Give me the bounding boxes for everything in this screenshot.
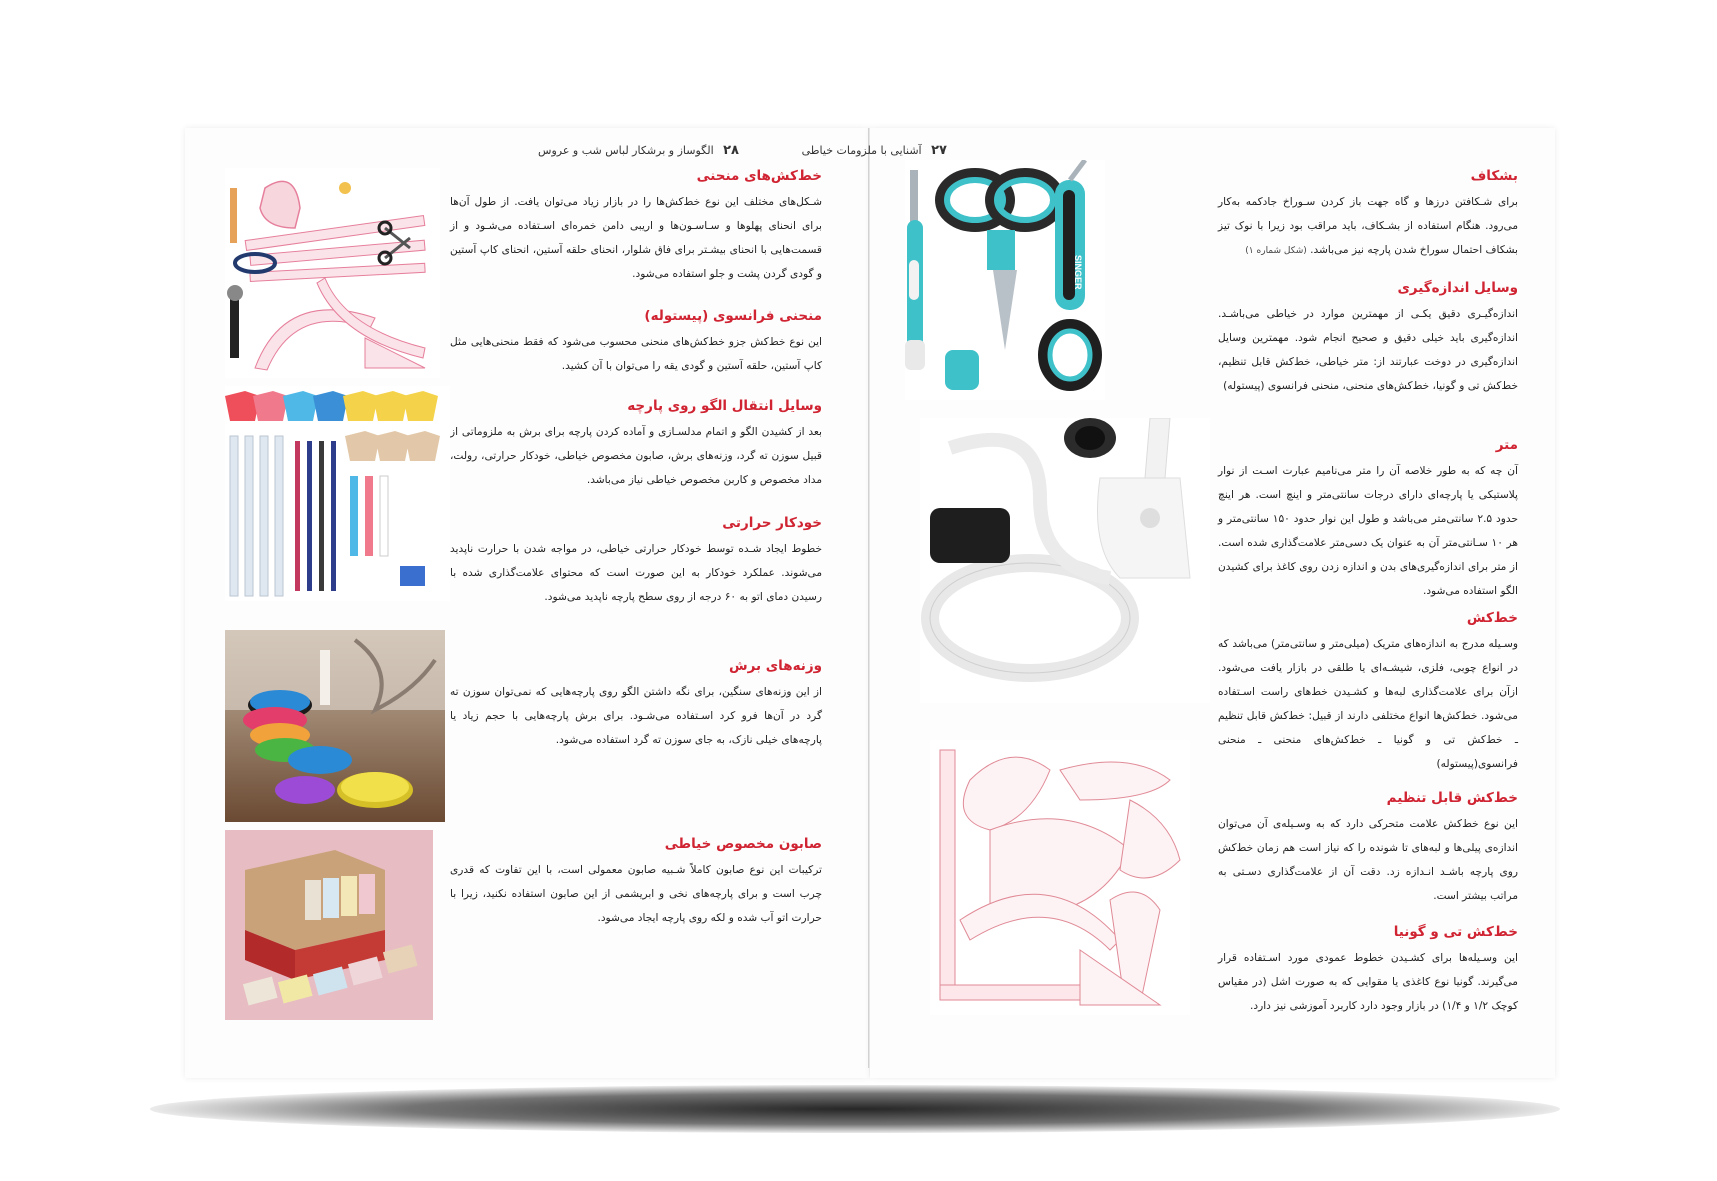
section-title: خط‌کش [1466,610,1518,626]
book-shadow [150,1085,1560,1133]
right-running-head [802,143,947,158]
scissors-seam-ripper-photo [905,160,1105,400]
section-title: بشکاف [1470,168,1518,184]
right-page-number: ۲۷ [931,143,947,158]
section-pattern-transfer [450,398,822,492]
section-t-square [1218,924,1518,1018]
section-measuring-tools [1218,280,1518,398]
singer-brand-text: SINGER [1073,255,1083,290]
section-title: صابون مخصوص خیاطی [664,836,822,852]
pattern-rulers-photo [930,740,1190,1015]
section-body: خطوط ایجاد شـده توسط خودکار حرارتی خیاطی، در مواجه شدن با حرارت ناپدید می‌شوند. عملکرد خودکار به این صورت است که محتوای علامت‌گذاری شده با رسیدن دمای اتو به ۶۰ درجه از روی سطح پارچه ناپدید می‌شود. [450,543,822,603]
left-running-title: الگوساز و برشکار لباس شب و عروس [538,144,714,157]
figure-note: (شکل شماره ۱) [1245,246,1307,256]
section-title: خط‌کش قابل تنظیم [1386,790,1518,806]
curved-rulers-photo [225,168,440,378]
section-title: وسایل اندازه‌گیری [1397,280,1518,296]
section-title: وسایل انتقال الگو روی پارچه [627,398,822,414]
section-tailor-soap [450,836,822,930]
section-body: این نوع خط‌کش علامت متحرکی دارد که به وسـیله‌ی آن می‌توان اندازه‌ی پیلی‌ها و لبه‌های تا شونده را که نیاز است هم زمان خط‌کش روی پارچه باشـد انـدازه زد. دقت آن از علامت‌گذاری دسـتی به مراتب بیشتر است. [1218,818,1518,902]
section-body: بعد از کشیدن الگو و اتمام مدلسـازی و آماده کردن پارچه برای برش به ملزوماتی از قبیل سوزن ته گرد، وزنه‌های برش، صابون مخصوص خیاطی، خودکار حرارتی، رولت، مداد مخصوص و کاربن مخصوص خیاطی نیاز می‌باشد. [450,426,822,486]
left-running-head [538,143,739,158]
section-tape-measure [1218,437,1518,603]
section-body: وسـیله مدرج به اندازه‌های متریک (میلی‌متر و سانتی‌متر) می‌باشد که در انواع چوبی، فلزی، شیشـه‌ای یا طلقی در بازار یافت می‌شود. ازآن برای علامت‌گذاری لبه‌ها و کشـیدن خط‌های راست اسـتفاده می‌شود. خط‌کش‌ها انواع مختلفی دارند از قبیل: خط‌کش قابل تنظیم ـ خط‌کش تی و گونیا ـ خط‌کش‌های منحنی ـ منحنی فرانسوی(پیستوله) [1218,638,1518,770]
section-title: خودکار حرارتی [722,515,822,531]
section-title: منحنی فرانسوی (پیستوله) [644,308,822,324]
right-running-title: آشنایی با ملزومات خیاطی [801,144,922,157]
section-title: وزنه‌های برش [728,658,822,674]
section-body-text: برای شـکافتن درزها و گاه جهت باز کردن سـوراخ جادکمه به‌کار می‌رود. هنگام استفاده از بشـکاف، باید مراقب بود زیرا با نوک تیز بشکاف احتمال سوراخ شدن پارچه نیز می‌باشد. [1218,196,1518,256]
section-title: خط‌کش‌های منحنی [696,168,822,184]
section-title: متر [1495,437,1518,453]
page-gutter [868,128,870,1068]
section-title: خط‌کش تی و گونیا [1393,924,1518,940]
section-body [1218,190,1518,263]
section-curved-rulers [450,168,822,286]
section-body: این وسـیله‌ها برای کشـیدن خطوط عمودی مورد اسـتفاده قرار می‌گیرند. گونیا نوع کاغذی یا مقوایی که به صورت اشل (در مقیاس کوچک ۱/۲ و ۱/۴) در بازار وجود دارد کاربرد آموزشی نیز دارد. [1218,952,1518,1012]
heat-pens-chalk-photo [225,386,450,601]
tailor-soap-photo [225,830,433,1020]
section-adjustable-ruler [1218,790,1518,908]
section-body: این نوع خط‌کش جزو خط‌کش‌های منحنی محسوب می‌شود که فقط منحنی‌هایی مثل کاپ آستین، حلقه آستین و گودی یقه را می‌توان با آن کشید. [450,336,822,372]
left-page-number: ۲۸ [723,143,739,158]
section-ruler [1218,610,1518,776]
section-seam-ripper [1218,168,1518,263]
section-french-curve [450,308,822,378]
section-body: شـکل‌های مختلف این نوع خط‌کش‌ها را در بازار زیاد می‌توان یافت. از طول آن‌ها برای انحنای پهلوها و سـاسـون‌ها و اریبی دامن خمره‌ای اسـتفاده می‌شـود و از قسمت‌هایی با انحنای بیشـتر برای فاق شلوار، انحنای حلقه آستین، انحنای کاپ آستین و گودی گردن پشت و جلو استفاده می‌شود. [450,196,822,280]
section-body: اندازه‌گیـری دقیق یکـی از مهمترین موارد در خیاطی می‌باشـد. اندازه‌گیری باید خیلی دقیق و صحیح انجام شود. مهمترین وسایل اندازه‌گیری در دوخت عبارتند از: متر خیاطی، خط‌کش قابل تنظیم، خط‌کش تی و گونیا، خط‌کش‌های منحنی، منحنی فرانسوی (پیستوله) [1218,308,1518,392]
tape-measure-photo [920,418,1210,703]
pattern-weights-photo [225,630,445,822]
section-body: آن چه که به طور خلاصه آن را متر می‌نامیم عبارت اسـت از نوار پلاستیکی یا پارچه‌ای دارای درجات سانتی‌متر و اینچ است. هر اینچ حدود ۲.۵ سانتی‌متر می‌باشد و طول این نوار حدود ۱۵۰ سانتی‌متر و هر ۱۰ سـانتی‌متر آن به عنوان یک دسی‌متر علامت‌گذاری شده است. از متر برای اندازه‌گیری‌های بدن و اندازه زدن روی کاغذ برای کشیدن الگو استفاده می‌شود. [1218,465,1519,597]
section-body: از این وزنه‌های سنگین، برای نگه داشتن الگو روی پارچه‌هایی که نمی‌توان سوزن ته گرد در آن‌ها فرو کرد اسـتفاده می‌شـود. برای برش پارچه‌هایی با حجم زیاد یا پارچه‌های خیلی نازک، به جای سوزن ته گرد استفاده می‌شود. [450,686,822,746]
section-heat-pen [450,515,822,609]
section-body: ترکیبات این نوع صابون کاملاً شـبیه صابون معمولی است، با این تفاوت که قدری چرب است و برای پارچه‌های نخی و ابریشمی از این صابون استفاده نکنید، زیرا با حرارت اتو آب شده و لکه روی پارچه ایجاد می‌شود. [450,864,822,924]
section-pattern-weights [450,658,822,752]
